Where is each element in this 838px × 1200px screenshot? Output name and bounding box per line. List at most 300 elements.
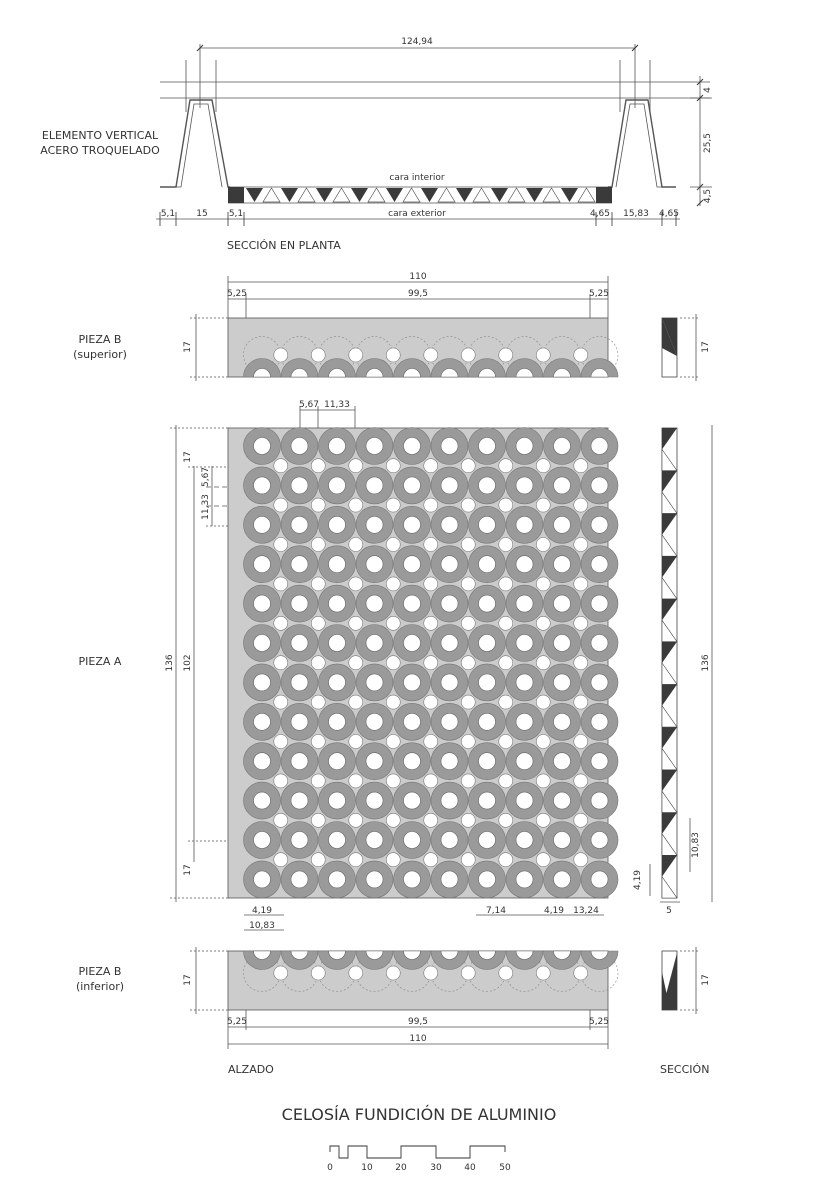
ring-hole	[404, 516, 421, 533]
plan-triangle-dark	[246, 188, 263, 202]
pa-bottom-dim-7-14: 7,14	[485, 906, 507, 916]
ring-hole	[591, 753, 608, 770]
ring-hole	[554, 871, 571, 888]
scale-label-30: 30	[430, 1163, 442, 1173]
ring-hole	[591, 556, 608, 573]
ring-hole	[366, 477, 383, 494]
pieza-a-name: PIEZA A	[78, 655, 122, 668]
small-hole	[499, 774, 513, 788]
ring-hole	[404, 635, 421, 652]
small-hole	[461, 853, 475, 867]
small-hole	[536, 966, 550, 980]
ring-hole	[329, 674, 346, 691]
pb-inf-edge-left: 5,25	[226, 1017, 248, 1027]
small-hole	[311, 695, 325, 709]
ring-hole	[441, 477, 458, 494]
small-hole	[536, 577, 550, 591]
ring-hole	[404, 713, 421, 730]
small-hole	[424, 459, 438, 473]
pa-section-dim-10-83: 10,83	[691, 832, 701, 858]
small-hole	[536, 538, 550, 552]
small-hole	[536, 735, 550, 749]
pa-left-dim-136: 136	[165, 654, 175, 672]
pa-top-dim-5-67: 5,67	[298, 400, 320, 410]
small-hole	[349, 813, 363, 827]
plan-dim-5-1-a: 5,1	[160, 209, 176, 219]
ring-hole	[329, 753, 346, 770]
small-hole	[499, 459, 513, 473]
scale-label-50: 50	[499, 1163, 511, 1173]
small-hole	[311, 656, 325, 670]
ring-hole	[479, 832, 496, 849]
small-hole	[349, 498, 363, 512]
small-hole	[424, 695, 438, 709]
plan-title: SECCIÓN EN PLANTA	[227, 239, 341, 252]
plan-total-dim: 124,94	[401, 37, 433, 47]
ring-hole	[404, 871, 421, 888]
ring-hole	[291, 871, 308, 888]
small-hole	[499, 735, 513, 749]
plan-triangle-light	[333, 188, 350, 202]
ring-hole	[291, 556, 308, 573]
pieza-a	[165, 400, 712, 931]
plan-element-label-line1: ELEMENTO VERTICAL	[41, 129, 159, 142]
ring-hole	[554, 753, 571, 770]
ring-hole	[516, 713, 533, 730]
ring-hole	[366, 753, 383, 770]
small-hole	[574, 577, 588, 591]
small-hole	[274, 577, 288, 591]
ring-hole	[591, 674, 608, 691]
ring-hole	[441, 674, 458, 691]
pa-left-dim-17-top: 17	[183, 451, 193, 463]
ring-hole	[516, 438, 533, 455]
ring-hole	[254, 595, 271, 612]
ring-hole	[479, 635, 496, 652]
small-hole	[274, 813, 288, 827]
pb-inf-inner: 99,5	[407, 1017, 429, 1027]
plan-triangles	[246, 188, 595, 202]
small-hole	[349, 459, 363, 473]
small-hole	[349, 348, 363, 362]
small-hole	[274, 774, 288, 788]
small-hole	[386, 774, 400, 788]
small-hole	[461, 348, 475, 362]
plan-triangle-dark	[526, 188, 543, 202]
small-hole	[424, 813, 438, 827]
small-hole	[461, 459, 475, 473]
ring-hole	[441, 635, 458, 652]
small-hole	[499, 498, 513, 512]
pieza-b-superior	[183, 272, 711, 381]
small-hole	[311, 348, 325, 362]
ring-hole	[479, 438, 496, 455]
small-hole	[536, 853, 550, 867]
pa-section-dim-4-19: 4,19	[633, 869, 643, 891]
small-hole	[274, 348, 288, 362]
plan-triangle-dark	[386, 188, 403, 202]
plan-triangle-light	[473, 188, 490, 202]
small-hole	[311, 577, 325, 591]
alzado-label: ALZADO	[228, 1063, 274, 1076]
small-hole	[499, 577, 513, 591]
small-hole	[574, 774, 588, 788]
small-hole	[499, 348, 513, 362]
small-hole	[461, 695, 475, 709]
ring-hole	[291, 516, 308, 533]
ring-hole	[254, 792, 271, 809]
pa-bottom-dim-13-24: 13,24	[573, 906, 599, 916]
small-hole	[349, 853, 363, 867]
ring-hole	[366, 674, 383, 691]
ring-hole	[591, 477, 608, 494]
ring-hole	[329, 832, 346, 849]
ring-hole	[254, 556, 271, 573]
ring-hole	[479, 792, 496, 809]
small-hole	[461, 498, 475, 512]
small-hole	[311, 616, 325, 630]
ring-hole	[329, 556, 346, 573]
plan-dim-4-65-b: 4,65	[658, 209, 680, 219]
pb-inf-edge-right: 5,25	[588, 1017, 610, 1027]
small-hole	[274, 538, 288, 552]
small-hole	[386, 966, 400, 980]
ring-hole	[479, 753, 496, 770]
ring-hole	[404, 753, 421, 770]
small-hole	[424, 616, 438, 630]
ring-hole	[291, 674, 308, 691]
ring-hole	[404, 674, 421, 691]
ring-hole	[366, 556, 383, 573]
pieza-b-inf-section-profile	[662, 951, 677, 1010]
small-hole	[461, 735, 475, 749]
pieza-a-section-profile	[662, 428, 677, 898]
pb-inf-section-height: 17	[701, 974, 711, 986]
ring-hole	[441, 516, 458, 533]
small-hole	[424, 348, 438, 362]
ring-hole	[291, 438, 308, 455]
ring-hole	[441, 832, 458, 849]
ring-hole	[554, 674, 571, 691]
plan-cara-exterior: cara exterior	[388, 209, 446, 219]
ring-hole	[366, 832, 383, 849]
ring-hole	[366, 438, 383, 455]
small-hole	[386, 656, 400, 670]
plan-triangle-dark	[491, 188, 508, 202]
small-hole	[574, 695, 588, 709]
small-hole	[386, 735, 400, 749]
plan-dim-5-1-b: 5,1	[228, 209, 244, 219]
ring-hole	[329, 871, 346, 888]
small-hole	[536, 616, 550, 630]
plan-triangle-light	[578, 188, 595, 202]
small-hole	[461, 774, 475, 788]
small-hole	[536, 459, 550, 473]
ring-hole	[329, 595, 346, 612]
small-hole	[499, 966, 513, 980]
pa-left-dim-11-33: 11,33	[201, 494, 211, 520]
ring-hole	[516, 477, 533, 494]
plan-dim-4-5: 4,5	[703, 188, 713, 204]
small-hole	[536, 774, 550, 788]
scale-bar	[327, 1146, 511, 1173]
pa-top-dim-11-33: 11,33	[324, 400, 350, 410]
ring-hole	[479, 516, 496, 533]
small-hole	[574, 348, 588, 362]
ring-hole	[254, 674, 271, 691]
ring-hole	[554, 595, 571, 612]
pb-sup-width: 110	[409, 272, 427, 282]
ring-hole	[366, 635, 383, 652]
ring-hole	[479, 556, 496, 573]
small-hole	[274, 853, 288, 867]
small-hole	[311, 774, 325, 788]
seccion-label: SECCIÓN	[660, 1063, 710, 1076]
ring-hole	[591, 832, 608, 849]
ring-hole	[329, 635, 346, 652]
pa-left-dim-5-67: 5,67	[201, 466, 211, 488]
pa-left-dim-102: 102	[183, 654, 193, 672]
plan-dim-25-5: 25,5	[703, 132, 713, 154]
plan-triangle-dark	[421, 188, 438, 202]
pb-sup-edge-right: 5,25	[588, 289, 610, 299]
small-hole	[386, 538, 400, 552]
ring-hole	[404, 556, 421, 573]
small-hole	[536, 498, 550, 512]
ring-hole	[254, 713, 271, 730]
ring-hole	[591, 713, 608, 730]
pb-sup-inner: 99,5	[407, 289, 429, 299]
small-hole	[349, 735, 363, 749]
ring-hole	[329, 516, 346, 533]
ring-hole	[366, 792, 383, 809]
pieza-b-inf-label	[60, 964, 140, 994]
pieza-a-label	[60, 654, 140, 669]
ring-hole	[516, 595, 533, 612]
ring-hole	[254, 477, 271, 494]
pa-bottom-dim-4-19-b: 4,19	[543, 906, 565, 916]
ring-hole	[329, 477, 346, 494]
small-hole	[349, 577, 363, 591]
small-hole	[274, 735, 288, 749]
ring-hole	[441, 438, 458, 455]
small-hole	[386, 695, 400, 709]
small-hole	[274, 498, 288, 512]
small-hole	[386, 853, 400, 867]
pieza-b-sup-label	[60, 332, 140, 362]
ring-hole	[366, 871, 383, 888]
plan-dim-15: 15	[196, 209, 208, 219]
plan-cara-interior: cara interior	[389, 173, 445, 183]
pb-inf-height: 17	[183, 974, 193, 986]
pieza-b-sup-section-profile	[662, 318, 677, 377]
small-hole	[274, 459, 288, 473]
scale-label-20: 20	[395, 1163, 407, 1173]
scale-label-10: 10	[361, 1163, 373, 1173]
small-hole	[424, 853, 438, 867]
ring-hole	[366, 713, 383, 730]
small-hole	[349, 695, 363, 709]
plan-triangle-light	[508, 188, 525, 202]
small-hole	[574, 538, 588, 552]
small-hole	[311, 853, 325, 867]
main-title: CELOSÍA FUNDICIÓN DE ALUMINIO	[281, 1105, 557, 1124]
ring-hole	[404, 832, 421, 849]
ring-hole	[554, 713, 571, 730]
small-hole	[386, 498, 400, 512]
ring-hole	[329, 713, 346, 730]
small-hole	[386, 348, 400, 362]
ring-hole	[291, 477, 308, 494]
ring-hole	[554, 556, 571, 573]
ring-hole	[441, 753, 458, 770]
pieza-b-sup-sub: (superior)	[73, 348, 127, 361]
ring-hole	[516, 871, 533, 888]
ring-hole	[479, 871, 496, 888]
pa-bottom-dim-10-83: 10,83	[249, 921, 275, 931]
ring-hole	[404, 477, 421, 494]
small-hole	[349, 616, 363, 630]
ring-hole	[591, 595, 608, 612]
ring-hole	[591, 792, 608, 809]
plan-dim-4: 4	[703, 87, 713, 93]
small-hole	[574, 853, 588, 867]
pa-section-dim-5: 5	[666, 906, 672, 916]
small-hole	[461, 538, 475, 552]
plan-triangle-light	[263, 188, 280, 202]
ring-hole	[479, 713, 496, 730]
plan-triangle-dark	[316, 188, 333, 202]
ring-hole	[254, 871, 271, 888]
small-hole	[574, 498, 588, 512]
small-hole	[499, 616, 513, 630]
ring-hole	[516, 792, 533, 809]
small-hole	[274, 656, 288, 670]
small-hole	[311, 498, 325, 512]
pieza-b-sup-name: PIEZA B	[78, 333, 122, 346]
plan-triangle-light	[403, 188, 420, 202]
ring-hole	[441, 556, 458, 573]
plan-triangle-dark	[351, 188, 368, 202]
small-hole	[311, 735, 325, 749]
small-hole	[386, 577, 400, 591]
small-hole	[311, 966, 325, 980]
small-hole	[274, 966, 288, 980]
plan-triangle-light	[298, 188, 315, 202]
small-hole	[311, 813, 325, 827]
ring-hole	[516, 753, 533, 770]
pb-sup-height: 17	[183, 341, 193, 353]
ring-hole	[591, 871, 608, 888]
ring-hole	[291, 792, 308, 809]
ring-hole	[516, 635, 533, 652]
ring-hole	[254, 753, 271, 770]
ring-hole	[554, 792, 571, 809]
plan-triangle-light	[438, 188, 455, 202]
small-hole	[424, 966, 438, 980]
plan-dim-15-83: 15,83	[623, 209, 649, 219]
plan-triangle-dark	[281, 188, 298, 202]
small-hole	[536, 656, 550, 670]
plan-element-label	[30, 128, 170, 158]
ring-hole	[441, 713, 458, 730]
ring-hole	[554, 635, 571, 652]
ring-hole	[591, 516, 608, 533]
ring-hole	[366, 595, 383, 612]
small-hole	[349, 656, 363, 670]
small-hole	[386, 459, 400, 473]
ring-hole	[591, 438, 608, 455]
ring-hole	[404, 595, 421, 612]
ring-hole	[329, 792, 346, 809]
small-hole	[536, 813, 550, 827]
small-hole	[386, 813, 400, 827]
small-hole	[461, 656, 475, 670]
ring-hole	[254, 516, 271, 533]
small-hole	[499, 853, 513, 867]
ring-hole	[404, 438, 421, 455]
scale-label-0: 0	[327, 1163, 333, 1173]
small-hole	[274, 616, 288, 630]
small-hole	[499, 656, 513, 670]
ring-hole	[291, 832, 308, 849]
small-hole	[461, 577, 475, 591]
pieza-b-inf-sub: (inferior)	[75, 980, 125, 993]
ring-hole	[516, 832, 533, 849]
small-hole	[574, 656, 588, 670]
ring-hole	[554, 438, 571, 455]
ring-hole	[441, 871, 458, 888]
pieza-b-inferior	[183, 947, 711, 1049]
small-hole	[424, 656, 438, 670]
pb-sup-edge-left: 5,25	[226, 289, 248, 299]
ring-hole	[254, 635, 271, 652]
ring-hole	[516, 556, 533, 573]
pb-sup-section-height: 17	[701, 341, 711, 353]
small-hole	[424, 774, 438, 788]
small-hole	[574, 966, 588, 980]
ring-hole	[254, 832, 271, 849]
plan-triangle-light	[368, 188, 385, 202]
small-hole	[349, 774, 363, 788]
small-hole	[424, 538, 438, 552]
ring-hole	[479, 477, 496, 494]
plan-section	[156, 37, 713, 252]
small-hole	[274, 695, 288, 709]
small-hole	[311, 459, 325, 473]
scale-label-40: 40	[464, 1163, 476, 1173]
small-hole	[574, 616, 588, 630]
ring-hole	[291, 753, 308, 770]
pa-section-height: 136	[701, 654, 711, 672]
small-hole	[499, 813, 513, 827]
small-hole	[424, 577, 438, 591]
small-hole	[461, 813, 475, 827]
small-hole	[386, 616, 400, 630]
small-hole	[536, 348, 550, 362]
plan-element-label-line2: ACERO TROQUELADO	[40, 144, 160, 157]
pa-bottom-dim-4-19-a: 4,19	[251, 906, 273, 916]
ring-hole	[516, 674, 533, 691]
small-hole	[499, 538, 513, 552]
ring-hole	[441, 792, 458, 809]
plan-triangle-light	[543, 188, 560, 202]
small-hole	[424, 498, 438, 512]
small-hole	[461, 966, 475, 980]
pieza-b-inf-name: PIEZA B	[78, 965, 122, 978]
ring-hole	[254, 438, 271, 455]
small-hole	[349, 966, 363, 980]
